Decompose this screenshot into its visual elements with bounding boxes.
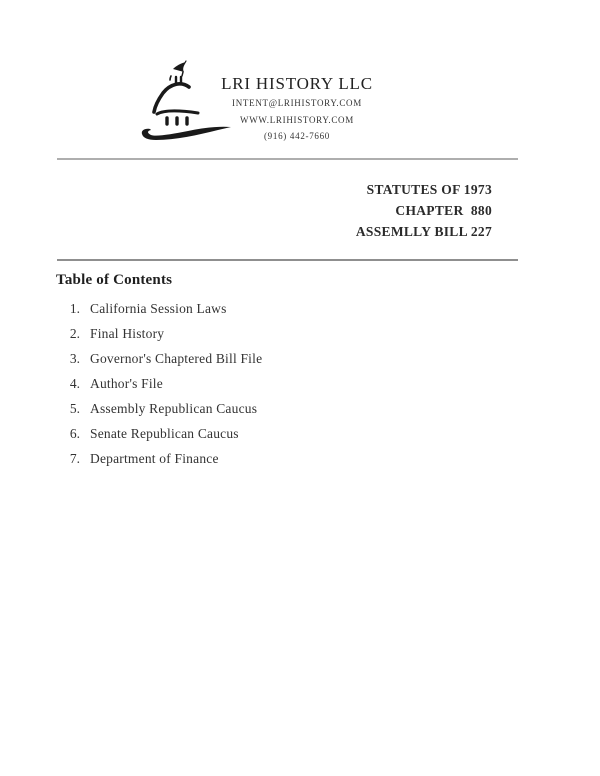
divider-top	[57, 158, 518, 160]
toc-item	[56, 346, 262, 371]
toc-item-label: Author's File	[90, 375, 163, 391]
toc-item-number: 2.	[69, 325, 80, 341]
assembly-bill-line: ASSEMLLY BILL 227	[355, 224, 492, 239]
toc-item	[56, 296, 262, 321]
toc-item-label: Governor's Chaptered Bill File	[90, 350, 263, 366]
chapter-line: CHAPTER 880	[395, 203, 492, 218]
toc-item-label: Senate Republican Caucus	[90, 425, 239, 441]
toc-item	[56, 396, 262, 421]
toc-item-label: Final History	[90, 325, 165, 341]
toc-item	[56, 421, 262, 446]
company-email: INTENT@LRIHISTORY.COM	[232, 98, 362, 108]
company-website: WWW.LRIHISTORY.COM	[240, 114, 354, 125]
toc-item	[56, 446, 262, 471]
letterhead	[187, 73, 407, 145]
divider-bottom	[57, 259, 518, 261]
toc-title: Table of Contents	[56, 272, 173, 288]
toc-item-number: 4.	[69, 375, 80, 391]
toc-item-label: Department of Finance	[90, 450, 219, 466]
toc-item-number: 3.	[69, 350, 80, 366]
toc-item	[56, 371, 262, 396]
toc-list	[56, 296, 262, 471]
toc-item-number: 5.	[69, 400, 80, 416]
toc-item-number: 6.	[69, 425, 80, 441]
bill-reference	[356, 179, 492, 242]
toc-item-number: 7.	[69, 450, 80, 466]
toc-item-label: California Session Laws	[90, 300, 227, 316]
toc-item-label: Assembly Republican Caucus	[90, 400, 258, 416]
toc-item	[56, 321, 262, 346]
statutes-line: STATUTES OF 1973	[366, 182, 492, 197]
toc-item-number: 1.	[69, 300, 80, 316]
company-phone: (916) 442-7660	[263, 131, 331, 141]
company-name: LRI HISTORY LLC	[221, 74, 373, 93]
